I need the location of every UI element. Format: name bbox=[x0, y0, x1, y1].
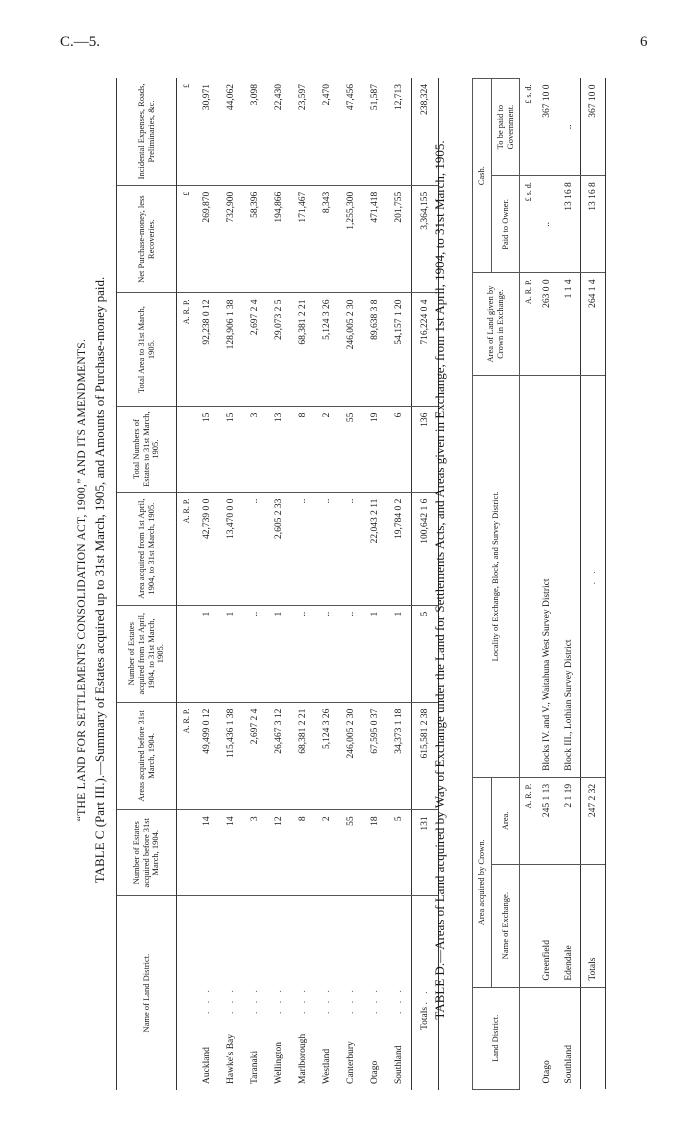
unit-label: £ bbox=[177, 185, 196, 293]
table-cell: 128,906 1 38 bbox=[219, 293, 243, 406]
table-cell: 14 bbox=[219, 810, 243, 896]
col-header: Paid to Owner. bbox=[491, 176, 520, 273]
table-cell: Wellington. . . bbox=[274, 987, 285, 1084]
table-cell: Canterbury. . . bbox=[346, 987, 357, 1084]
col-header: Number of Estates acquired before 31st March, 1904. bbox=[117, 810, 177, 896]
table-cell: 13 16 8 bbox=[581, 176, 606, 273]
table-cell: 12 bbox=[267, 810, 291, 896]
table-cell: 58,396 bbox=[243, 185, 267, 293]
exchange-name: Edendale bbox=[558, 864, 581, 987]
col-header: Locality of Exchange, Block, and Survey District. bbox=[473, 375, 520, 777]
table-row bbox=[536, 79, 558, 1090]
table-cell: .. bbox=[536, 176, 558, 273]
table-d-header-group bbox=[473, 79, 492, 1090]
table-cell: 194,866 bbox=[267, 185, 291, 293]
col-header: Land District. bbox=[473, 987, 520, 1089]
district-name: Wellington bbox=[274, 1042, 285, 1084]
table-row bbox=[558, 79, 581, 1090]
district-name: Taranaki bbox=[250, 1050, 261, 1084]
district-name: Southland bbox=[564, 1044, 575, 1084]
col-header: Area acquired from 1st April, 1904, to 31st March, 1905. bbox=[117, 492, 177, 605]
table-cell: .. bbox=[558, 79, 581, 176]
table-cell: 1 bbox=[195, 605, 219, 702]
rotated-content bbox=[72, 70, 632, 1090]
table-cell: .. bbox=[291, 605, 315, 702]
table-row bbox=[339, 78, 363, 1090]
table-cell: 5,124 3 26 bbox=[315, 702, 339, 810]
table-cell: 13,470 0 0 bbox=[219, 492, 243, 605]
table-cell: 1 bbox=[219, 605, 243, 702]
table-cell: 30,971 bbox=[195, 78, 219, 185]
table-cell: 18 bbox=[363, 810, 387, 896]
table-cell: 19,784 0 2 bbox=[387, 492, 412, 605]
district-name: Marlborough bbox=[298, 1033, 309, 1084]
table-row bbox=[243, 78, 267, 1090]
table-cell: . . bbox=[581, 375, 606, 777]
table-cell: 22,430 bbox=[267, 78, 291, 185]
table-cell bbox=[581, 987, 606, 1089]
totals-row bbox=[581, 79, 606, 1090]
table-cell: Westland. . . bbox=[322, 987, 333, 1084]
table-cell: 67,595 0 37 bbox=[363, 702, 387, 810]
table-cell: 34,373 1 18 bbox=[387, 702, 412, 810]
col-header: Name of Exchange. bbox=[491, 864, 520, 987]
table-cell: 15 bbox=[219, 406, 243, 492]
unit-label: A. R. P. bbox=[177, 293, 196, 406]
table-cell: 1 bbox=[363, 605, 387, 702]
table-cell: 13 bbox=[267, 406, 291, 492]
district-name: Canterbury bbox=[346, 1041, 357, 1084]
table-cell: Southland. . . bbox=[394, 987, 405, 1084]
col-header: Total Numbers of Estates to 31st March, 1905. bbox=[117, 406, 177, 492]
table-cell: 246,005 2 30 bbox=[339, 293, 363, 406]
table-cell bbox=[520, 864, 537, 987]
table-cell: 68,381 2 21 bbox=[291, 702, 315, 810]
district-name: Southland bbox=[394, 1045, 405, 1084]
table-cell: 247 2 32 bbox=[581, 777, 606, 864]
col-header: Area. bbox=[491, 777, 520, 864]
group-header: Cash. bbox=[473, 79, 492, 273]
table-cell: 47,456 bbox=[339, 78, 363, 185]
unit-label: £ s. d. bbox=[520, 176, 537, 273]
totals-label: Totals bbox=[581, 864, 606, 987]
table-cell: 19 bbox=[363, 406, 387, 492]
exchange-name: Greenfield bbox=[536, 864, 558, 987]
table-cell: 23,597 bbox=[291, 78, 315, 185]
table-cell: 22,043 2 11 bbox=[363, 492, 387, 605]
table-cell: 245 1 13 bbox=[536, 777, 558, 864]
page-number: 6 bbox=[640, 34, 648, 50]
col-header: Total Area to 31st March, 1905. bbox=[117, 293, 177, 406]
unit-label: A. R. P. bbox=[177, 702, 196, 810]
table-cell: .. bbox=[291, 492, 315, 605]
table-cell: 92,238 0 12 bbox=[195, 293, 219, 406]
table-cell: 136 bbox=[412, 406, 439, 492]
col-header: Number of Estates acquired from 1st April, 1904, to 31st March, 1905. bbox=[117, 605, 177, 702]
unit-label: A. R. P. bbox=[520, 273, 537, 375]
table-d-title: TABLE D.—Areas of Land acquired by Way of Exchange under the Land for Settlements Acts, and Areas given in Exchange, from 1st April, 1904, to 31st March, 1905. bbox=[432, 140, 447, 1020]
table-cell: 15 bbox=[195, 406, 219, 492]
table-cell: 6 bbox=[387, 406, 412, 492]
table-c bbox=[116, 78, 439, 1090]
table-cell bbox=[520, 987, 537, 1089]
col-header: Area of Land given by Crown in Exchange. bbox=[473, 273, 520, 375]
table-cell: 55 bbox=[339, 406, 363, 492]
table-row bbox=[315, 78, 339, 1090]
district-name: Hawke's Bay bbox=[226, 1034, 237, 1084]
table-cell: Totals . . bbox=[412, 896, 439, 1090]
table-cell: 12,713 bbox=[387, 78, 412, 185]
table-cell: Marlborough. . . bbox=[298, 987, 309, 1084]
table-c-header bbox=[117, 78, 177, 1090]
table-cell: 51,587 bbox=[363, 78, 387, 185]
table-d bbox=[472, 78, 606, 1090]
table-cell: 115,436 1 38 bbox=[219, 702, 243, 810]
table-row bbox=[291, 78, 315, 1090]
table-cell: Auckland. . . bbox=[202, 987, 213, 1084]
table-cell: 2,697 2 4 bbox=[243, 702, 267, 810]
table-cell: 54,157 1 20 bbox=[387, 293, 412, 406]
table-cell: 201,755 bbox=[387, 185, 412, 293]
table-cell: 8 bbox=[291, 810, 315, 896]
totals-label: Totals bbox=[420, 1006, 431, 1030]
table-cell: 100,642 1 6 bbox=[412, 492, 439, 605]
table-cell: 68,381 2 21 bbox=[291, 293, 315, 406]
col-header: To be paid to Government. bbox=[491, 79, 520, 176]
table-cell: 5 bbox=[387, 810, 412, 896]
table-row bbox=[267, 78, 291, 1090]
table-cell: 5,124 3 26 bbox=[315, 293, 339, 406]
col-header: Areas acquired before 31st March, 1904. bbox=[117, 702, 177, 810]
table-cell: 2 1 19 bbox=[558, 777, 581, 864]
table-cell: 1 bbox=[387, 605, 412, 702]
district-name: Otago bbox=[542, 1060, 553, 1084]
table-cell: 732,900 bbox=[219, 185, 243, 293]
table-cell: Taranaki. . . bbox=[250, 987, 261, 1084]
table-row bbox=[387, 78, 412, 1090]
table-cell: 615,581 2 38 bbox=[412, 702, 439, 810]
unit-row bbox=[177, 78, 196, 1090]
table-c-title: TABLE C (Part III.).—Summary of Estates acquired up to 31st March, 1905, and Amounts of Purchase-money paid. bbox=[92, 276, 107, 884]
table-cell: 3 bbox=[243, 810, 267, 896]
table-cell: .. bbox=[243, 492, 267, 605]
table-cell: 3,364,155 bbox=[412, 185, 439, 293]
locality: Block III., Lothian Survey District bbox=[558, 375, 581, 777]
table-cell: Otago. . . bbox=[370, 987, 381, 1084]
table-cell: 367 10 0 bbox=[536, 79, 558, 176]
table-cell: 8 bbox=[291, 406, 315, 492]
unit-label: £ bbox=[177, 78, 196, 185]
unit-row bbox=[520, 79, 537, 1090]
table-cell: 171,467 bbox=[291, 185, 315, 293]
table-cell: 26,467 3 12 bbox=[267, 702, 291, 810]
group-header: Area acquired by Crown. bbox=[473, 777, 492, 987]
table-cell: 14 bbox=[195, 810, 219, 896]
table-cell: 49,499 0 12 bbox=[195, 702, 219, 810]
locality: Blocks IV. and V., Waitahuna West Survey District bbox=[536, 375, 558, 777]
table-cell: 3 bbox=[243, 406, 267, 492]
col-header: Name of Land District. bbox=[117, 896, 177, 1090]
table-cell: 44,062 bbox=[219, 78, 243, 185]
table-row bbox=[219, 78, 243, 1090]
act-title: “THE LAND FOR SETTLEMENTS CONSOLIDATION ACT, 1900,” AND ITS AMENDMENTS. bbox=[76, 338, 88, 822]
table-cell: 8,343 bbox=[315, 185, 339, 293]
district-name: Westland bbox=[322, 1048, 333, 1084]
table-cell: .. bbox=[339, 492, 363, 605]
table-cell: 264 1 4 bbox=[581, 273, 606, 375]
table-cell bbox=[520, 375, 537, 777]
table-cell: 1 1 4 bbox=[558, 273, 581, 375]
table-cell: 2,605 2 33 bbox=[267, 492, 291, 605]
table-cell: 89,638 3 8 bbox=[363, 293, 387, 406]
table-cell: .. bbox=[243, 605, 267, 702]
table-cell: 29,073 2 5 bbox=[267, 293, 291, 406]
table-cell: .. bbox=[315, 605, 339, 702]
unit-label: A. R. P. bbox=[520, 777, 537, 864]
table-cell: 55 bbox=[339, 810, 363, 896]
table-cell: 42,739 0 0 bbox=[195, 492, 219, 605]
table-cell: 269,870 bbox=[195, 185, 219, 293]
table-cell: 2,470 bbox=[315, 78, 339, 185]
table-cell bbox=[177, 896, 196, 1090]
table-cell: 2 bbox=[315, 810, 339, 896]
table-cell bbox=[177, 605, 196, 702]
table-cell: 263 0 0 bbox=[536, 273, 558, 375]
table-cell: 2 bbox=[315, 406, 339, 492]
table-cell: 3,098 bbox=[243, 78, 267, 185]
col-header: Net Purchase-money, less Recoveries. bbox=[117, 185, 177, 293]
table-cell: 1 bbox=[267, 605, 291, 702]
col-header: Incidental Expenses, Roads, Preliminaries, &c. bbox=[117, 78, 177, 185]
table-cell bbox=[177, 810, 196, 896]
table-cell: 238,324 bbox=[412, 78, 439, 185]
table-cell: .. bbox=[339, 605, 363, 702]
table-row bbox=[195, 78, 219, 1090]
table-cell: 471,418 bbox=[363, 185, 387, 293]
table-cell: 1,255,300 bbox=[339, 185, 363, 293]
district-name: Otago bbox=[370, 1060, 381, 1084]
unit-label: A. R. P. bbox=[177, 492, 196, 605]
table-cell: .. bbox=[315, 492, 339, 605]
table-cell: 246,005 2 30 bbox=[339, 702, 363, 810]
table-row bbox=[363, 78, 387, 1090]
unit-label: £ s. d. bbox=[520, 79, 537, 176]
table-cell: 716,224 0 4 bbox=[412, 293, 439, 406]
document-reference: C.—5. bbox=[60, 34, 101, 50]
table-cell: 2,697 2 4 bbox=[243, 293, 267, 406]
table-cell: 131 bbox=[412, 810, 439, 896]
table-cell: 13 16 8 bbox=[558, 176, 581, 273]
table-cell: Hawke's Bay. . . bbox=[226, 987, 237, 1084]
table-cell: 367 10 0 bbox=[581, 79, 606, 176]
table-cell bbox=[177, 406, 196, 492]
table-cell: 5 bbox=[412, 605, 439, 702]
district-name: Auckland bbox=[202, 1047, 213, 1084]
